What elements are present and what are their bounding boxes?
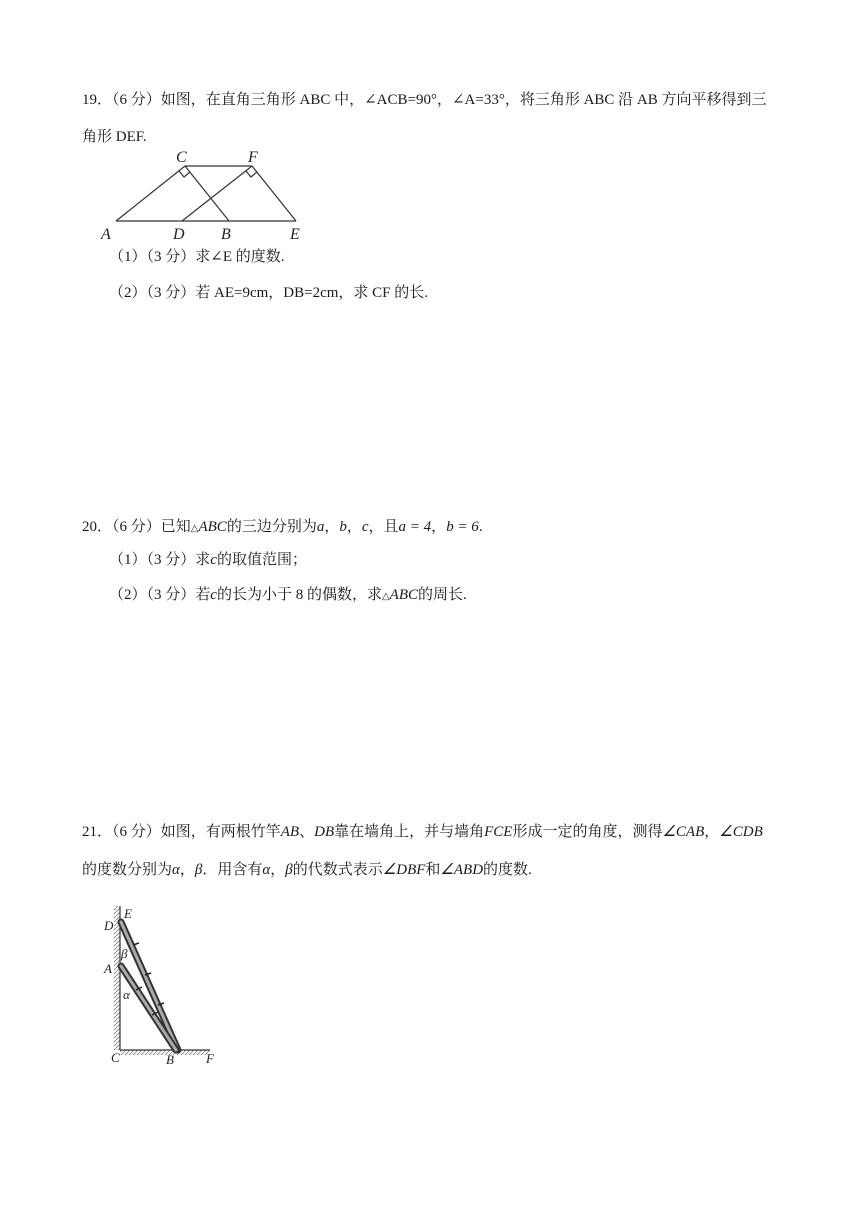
- q21-comma2: ，: [179, 862, 195, 878]
- q21-comma1: ，: [704, 824, 720, 840]
- q20-comma2: ，: [346, 519, 362, 535]
- q21-label-c: C: [111, 1050, 120, 1065]
- q21-label-b: B: [166, 1052, 174, 1067]
- q21-sep1: 、: [299, 824, 315, 840]
- q19-label-f: F: [248, 149, 258, 166]
- q20-part1-post: 的取值范围；: [216, 552, 307, 568]
- q21-p3: 形成一定的角度，测得: [512, 824, 663, 840]
- q20-part1-pre: （1）（3 分）求: [109, 552, 211, 568]
- q20-stem-p3: ，且: [368, 519, 399, 535]
- q19-label-a: A: [101, 226, 111, 243]
- q20-part2-abc: ABC: [389, 587, 418, 603]
- q20-stem-p2: 的三边分别为: [226, 519, 317, 535]
- q21-wall-hatch: [114, 906, 120, 1050]
- q21-fce: FCE: [484, 824, 513, 840]
- q20-eq1: a = 4: [398, 519, 432, 535]
- q20-abc: ABC: [198, 519, 227, 535]
- q20-part2-mid: 的长为小于 8 的偶数，求: [216, 587, 382, 603]
- q20-part1-c: c: [210, 552, 217, 568]
- q20-part2-post: 的周长.: [418, 587, 467, 603]
- q21-l2b: ．用含有: [202, 862, 263, 878]
- q20-end: .: [478, 519, 483, 535]
- q21-dbf: ∠DBF: [382, 862, 426, 878]
- q21-alpha: α: [172, 862, 180, 878]
- q21-p1: 21．（6 分）如图，有两根竹竿: [82, 824, 281, 840]
- q19-stem-line1: 19．（6 分）如图，在直角三角形 ABC 中，∠ACB=90°，∠A=33°，将三角形 ABC 沿 AB 方向平移得到三: [82, 92, 767, 108]
- q20-c: c: [361, 519, 369, 535]
- q21-l2d: 和: [425, 862, 441, 878]
- q21-label-beta: β: [121, 946, 128, 961]
- q20-comma3: ，: [431, 519, 447, 535]
- q21-l2c: 的代数式表示: [292, 862, 383, 878]
- q20-triangle-symbol: △: [190, 523, 199, 534]
- q21-label-e: E: [124, 906, 132, 921]
- q21-abd: ∠ABD: [440, 862, 484, 878]
- q20-part2-pre: （2）（3 分）若: [109, 587, 211, 603]
- q21-alpha2: α: [262, 862, 271, 878]
- q21-label-f: F: [206, 1051, 214, 1066]
- q20-b: b: [339, 519, 347, 535]
- q21-db: DB: [314, 824, 335, 840]
- q21-ab: AB: [280, 824, 300, 840]
- q19-stem-line2: 角形 DEF.: [82, 129, 147, 145]
- q21-beta: β: [194, 862, 203, 878]
- q19-label-b: B: [221, 226, 231, 243]
- q19-label-d: D: [173, 226, 185, 243]
- q20-part2-c: c: [210, 587, 217, 603]
- q21-cdb: ∠CDB: [719, 824, 763, 840]
- q21-label-alpha: α: [123, 987, 130, 1002]
- q21-comma3: ，: [270, 862, 286, 878]
- q19-label-c: C: [176, 149, 187, 166]
- q20-comma1: ，: [324, 519, 340, 535]
- q20-part2-triangle-symbol: △: [381, 591, 390, 602]
- q21-label-d: D: [104, 918, 114, 933]
- q21-pole-db: [121, 922, 178, 1050]
- q21-p2: 靠在墙角上，并与墙角: [334, 824, 485, 840]
- q21-label-a: A: [104, 961, 112, 976]
- q21-cab: ∠CAB: [662, 824, 705, 840]
- q20-eq2: b = 6: [446, 519, 479, 535]
- q19-part2: （2）（3 分）若 AE=9cm，DB=2cm，求 CF 的长.: [109, 285, 429, 301]
- q19-label-e: E: [290, 226, 300, 243]
- q20-a: a: [316, 519, 325, 535]
- q21-ground-hatch: [120, 1050, 210, 1055]
- q20-stem-p1: 20．（6 分）已知: [82, 519, 191, 535]
- q19-part1: （1）（3 分）求∠E 的度数.: [109, 249, 285, 265]
- q21-l2a: 的度数分别为: [82, 862, 173, 878]
- q21-l2e: 的度数.: [483, 862, 532, 878]
- q21-beta2: β: [285, 862, 293, 878]
